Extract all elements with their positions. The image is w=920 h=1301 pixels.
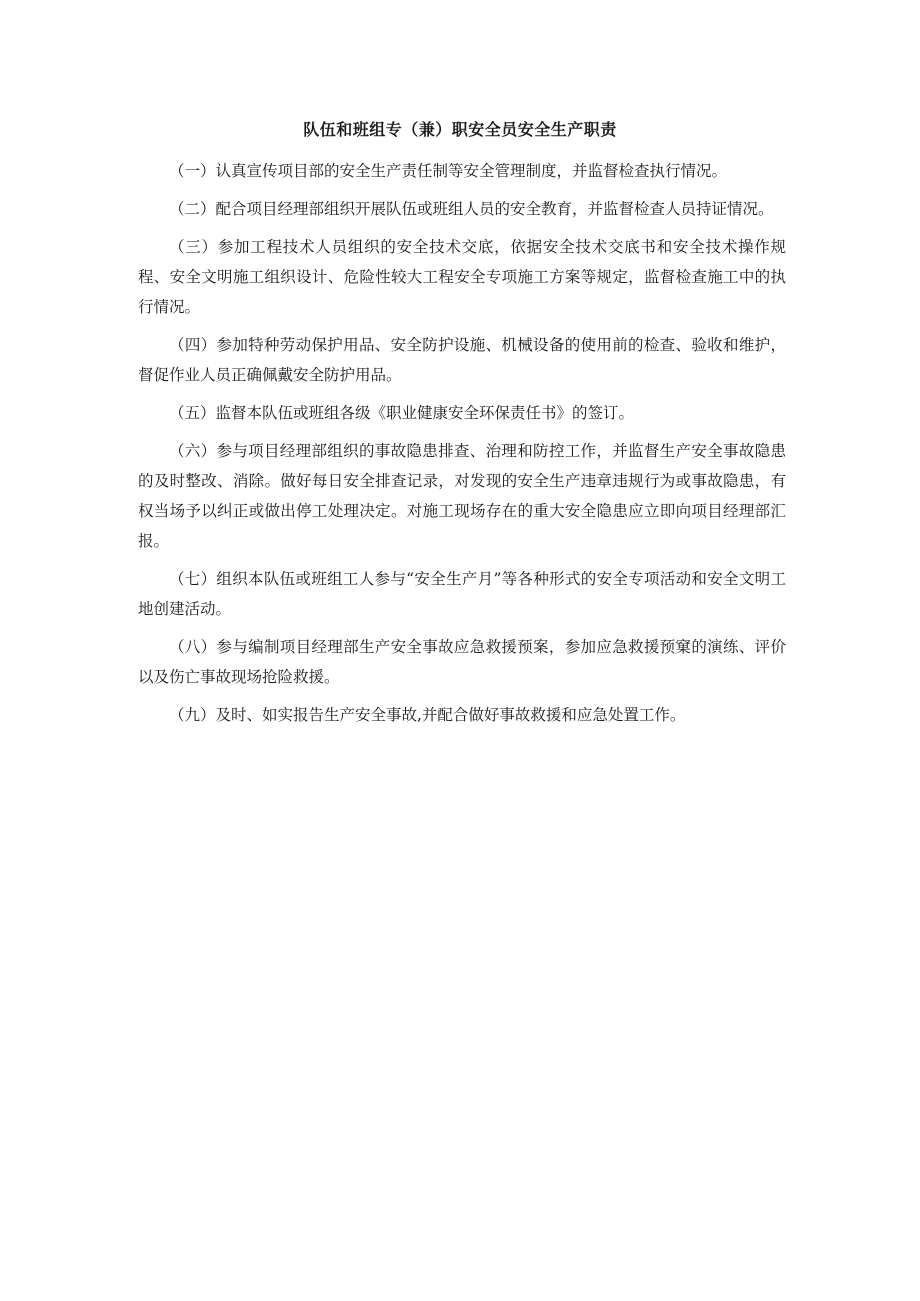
paragraph-3: （三）参加工程技术人员组织的安全技术交底，依据安全技术交底书和安全技术操作规程、安全文明施工组织设计、危险性较大工程安全专项施工方案等规定，监督检查施工中的执行情况。 <box>138 238 786 316</box>
document-body <box>138 156 786 738</box>
paragraph-5: （五）监督本队伍或班组各级《职业健康安全环保责任书》的签订。 <box>169 404 635 422</box>
paragraph-2: （二）配合项目经理部组织开展队伍或班组人员的安全教育，并监督检查人员持证情况。 <box>169 200 774 218</box>
paragraph-1: （一）认真宣传项目部的安全生产责任制等安全管理制度，并监督检查执行情况。 <box>169 162 728 180</box>
paragraph-7: （七）组织本队伍或班组工人参与“安全生产月”等各种形式的安全专项活动和安全文明工地创建活动。 <box>138 570 786 618</box>
document-title: 队伍和班组专（兼）职安全员安全生产职责 <box>303 120 617 139</box>
paragraph-9: （九）及时、如实报告生产安全事故,并配合做好事故救援和应急处置工作。 <box>169 706 686 724</box>
paragraph-6: （六）参与项目经理部组织的事故隐患排查、治理和防控工作，并监督生产安全事故隐患的及时整改、消除。做好每日安全排查记录，对发现的安全生产违章违规行为或事故隐患，有权当场予以纠正或做出停工处理决定。对施工现场存在的重大安全隐患应立即向项目经理部汇报。 <box>138 442 786 550</box>
paragraph-4: （四）参加特种劳动保护用品、安全防护设施、机械设备的使用前的检查、验收和维护，督促作业人员正确佩戴安全防护用品。 <box>138 336 786 384</box>
paragraph-8: （八）参与编制项目经理部生产安全事故应急救援预案，参加应急救援预窠的演练、评价以及伤亡事故现场抢险救援。 <box>138 638 786 686</box>
